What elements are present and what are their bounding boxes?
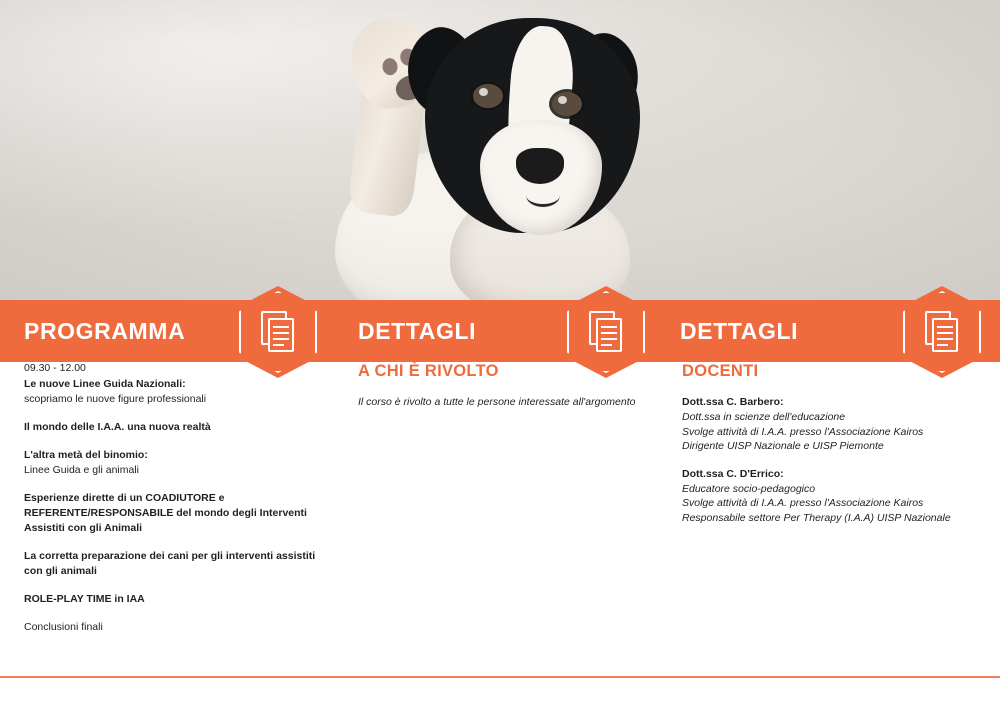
programma-block	[24, 592, 324, 607]
hero-vignette	[0, 0, 1000, 300]
programma-block-text: scopriamo le nuove figure professionali	[24, 393, 207, 405]
content-columns	[0, 362, 1000, 707]
a-chi-e-rivolto-text: Il corso è rivolto a tutte le persone interessate all'argomento	[358, 396, 636, 408]
docente-name: Dott.ssa C. D'Errico:	[682, 467, 784, 480]
programma-time: 09.30 - 12.00	[24, 362, 86, 374]
programma-block-title: Le nuove Linee Guida Nazionali:	[24, 378, 186, 390]
docente-line: Svolge attività di I.A.A. presso l'Associazione Kairos	[682, 497, 924, 509]
document-icon	[261, 311, 295, 353]
docente-entry	[682, 467, 978, 526]
programma-block-title: Il mondo delle I.A.A. una nuova realtà	[24, 421, 211, 433]
document-icon	[589, 311, 623, 353]
docente-line: Responsabile settore Per Therapy (I.A.A) UISP Nazionale	[682, 511, 951, 524]
programma-block-title: L'altra metà del binomio:	[24, 449, 148, 461]
programma-block	[24, 491, 324, 536]
docente-line: Educatore socio-pedagogico	[682, 482, 816, 495]
programma-block	[24, 620, 324, 635]
docente-line: Svolge attività di I.A.A. presso l'Associazione Kairos	[682, 425, 924, 438]
programma-block-title: La corretta preparazione dei cani per gli interventi assistiti con gli animali	[24, 550, 316, 577]
docente-name: Dott.ssa C. Barbero:	[682, 396, 784, 408]
band-title-dettagli-2: DETTAGLI	[680, 318, 799, 344]
programma-block	[24, 448, 324, 478]
programma-block-text: Conclusioni finali	[24, 621, 103, 633]
column-docenti	[682, 362, 978, 538]
band-title-dettagli-1: DETTAGLI	[358, 318, 477, 344]
heading-a-chi-e-rivolto: A CHI È RIVOLTO	[358, 362, 499, 380]
docente-entry	[682, 395, 978, 454]
column-programma	[24, 362, 324, 648]
docente-line: Dott.ssa in scienze dell'educazione	[682, 411, 846, 423]
programma-block-text: Linee Guida e gli animali	[24, 464, 139, 476]
hero-photo	[0, 0, 1000, 300]
footer-rule	[0, 676, 1000, 678]
programma-block	[24, 420, 324, 435]
docente-line: Dirigente UISP Nazionale e UISP Piemonte	[682, 440, 884, 452]
programma-block-title: ROLE-PLAY TIME in IAA	[24, 593, 145, 605]
programma-block	[24, 549, 324, 579]
programma-block-title: Esperienze dirette di un COADIUTORE e REFERENTE/RESPONSABILE del mondo degli Interventi Assistiti con gli Animali	[24, 492, 307, 534]
heading-docenti: DOCENTI	[682, 362, 759, 380]
column-a-chi-e-rivolto	[358, 362, 658, 410]
document-icon	[925, 311, 959, 353]
band-title-programma: PROGRAMMA	[24, 318, 186, 344]
programma-block	[24, 377, 324, 407]
